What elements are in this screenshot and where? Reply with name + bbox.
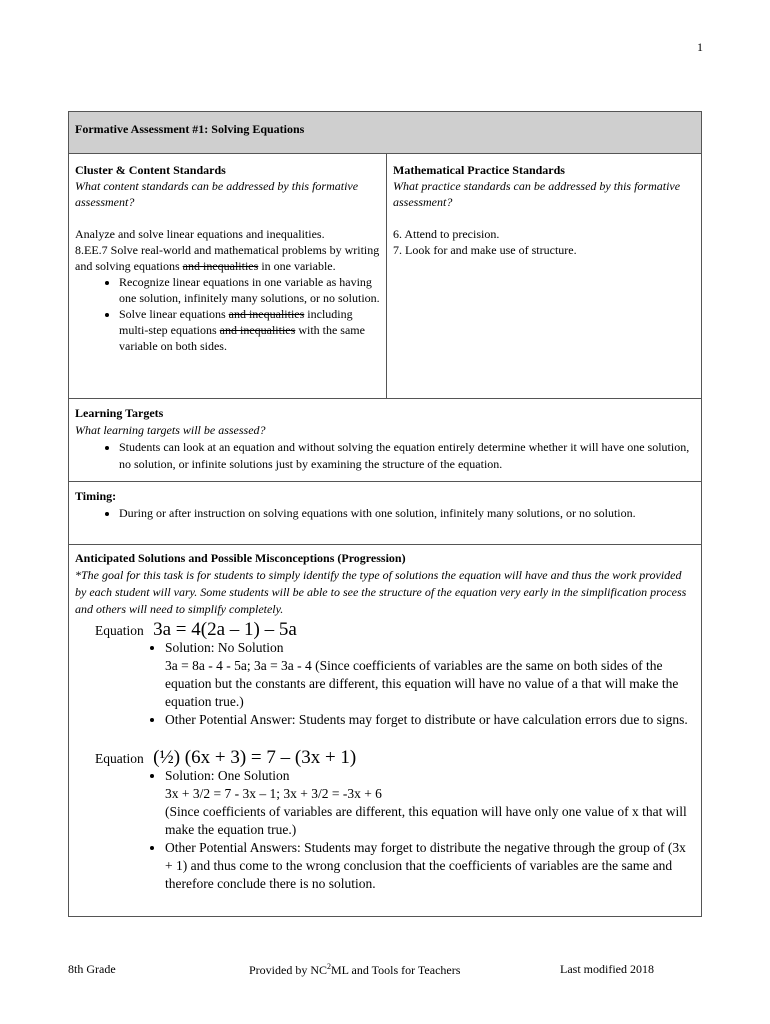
solutions-row (69, 545, 701, 916)
list-item: • Other Potential Answers: Students may forget to distribute the negative through the group of (3x + 1) and thus come to the wrong conclusion that the coefficients of variables are the same and therefore conclude there is no solution. (165, 839, 695, 893)
timing-row (69, 482, 701, 545)
footer-grade: 8th Grade (68, 962, 116, 976)
equation-2-text: (½) (6x + 3) = 7 – (3x + 1) (153, 747, 357, 768)
equation-1 (75, 621, 695, 639)
standards-row (69, 154, 701, 399)
page-number: 1 (697, 40, 703, 54)
timing-title: Timing: (75, 489, 117, 503)
list-item: • Solve linear equations and inequalities including multi-step equations and inequalities with the same variable on both sides. (119, 306, 380, 354)
content-standards-cell (69, 154, 387, 398)
content-standard-8ee7: 8.EE.7 Solve real-world and mathematical problems by writing and solving equations and inequalities in one variable. (75, 243, 380, 273)
equation-2 (75, 749, 695, 767)
equation-1-text: 3a = 4(2a – 1) – 5a (153, 619, 297, 640)
content-standards-question: What content standards can be addressed by this formative assessment? (75, 179, 359, 209)
equation-label: Equation (95, 751, 144, 766)
list-item: • Students can look at an equation and without solving the equation entirely determine whether it will have one solution, no solution, or infinite solutions just by examining the structure of the equation. (119, 439, 695, 473)
list-item: • Other Potential Answer: Students may forget to distribute or have calculation errors due to signs. (165, 711, 695, 729)
solutions-title: Anticipated Solutions and Possible Misconceptions (Progression) (75, 551, 406, 565)
learning-targets-row (69, 399, 701, 482)
list-item: • Solution: One Solution 3x + 3/2 = 7 - 3x – 1; 3x + 3/2 = -3x + 6 (Since coefficients of variables are different, this equation will have only one value of x that will make the equation true.) (165, 767, 695, 839)
assessment-table (68, 111, 702, 917)
learning-targets-title: Learning Targets (75, 406, 164, 420)
footer-modified: Last modified 2018 (560, 962, 654, 976)
footer-provided: Provided by $NC^2ML$ and Tools for Teachers (249, 962, 461, 977)
list-item: • Solution: No Solution 3a = 8a - 4 - 5a; 3a = 3a - 4 (Since coefficients of variables are the same on both sides of the equation but the constants are different, this equation will have no value of a that will make the equation true.) (165, 639, 695, 711)
header-row (69, 112, 701, 154)
equation-label: Equation (95, 623, 144, 638)
list-item: • Recognize linear equations in one variable as having one solution, infinitely many solutions, or no solution. (119, 274, 380, 306)
content-bullets (75, 274, 380, 354)
list-item: • During or after instruction on solving equations with one solution, infinitely many solutions, or no solution. (119, 505, 695, 522)
practice-item: 6. Attend to precision. (393, 227, 500, 241)
solutions-note: *The goal for this task is for students to simply identify the type of solutions the equation will have and thus the work provided by each student will vary. Some students will be able to see the structure of the equation very early in the simplification process and others will need to simplify completely. (75, 568, 687, 616)
content-intro: Analyze and solve linear equations and inequalities. (75, 227, 325, 241)
practice-standards-cell (387, 154, 701, 398)
content-standards-title: Cluster & Content Standards (75, 163, 226, 177)
practice-item: 7. Look for and make use of structure. (393, 243, 577, 257)
practice-standards-question: What practice standards can be addressed by this formative assessment? (393, 179, 681, 209)
practice-standards-title: Mathematical Practice Standards (393, 163, 565, 177)
learning-targets-question: What learning targets will be assessed? (75, 423, 266, 437)
assessment-title: Formative Assessment #1: Solving Equations (75, 122, 305, 136)
